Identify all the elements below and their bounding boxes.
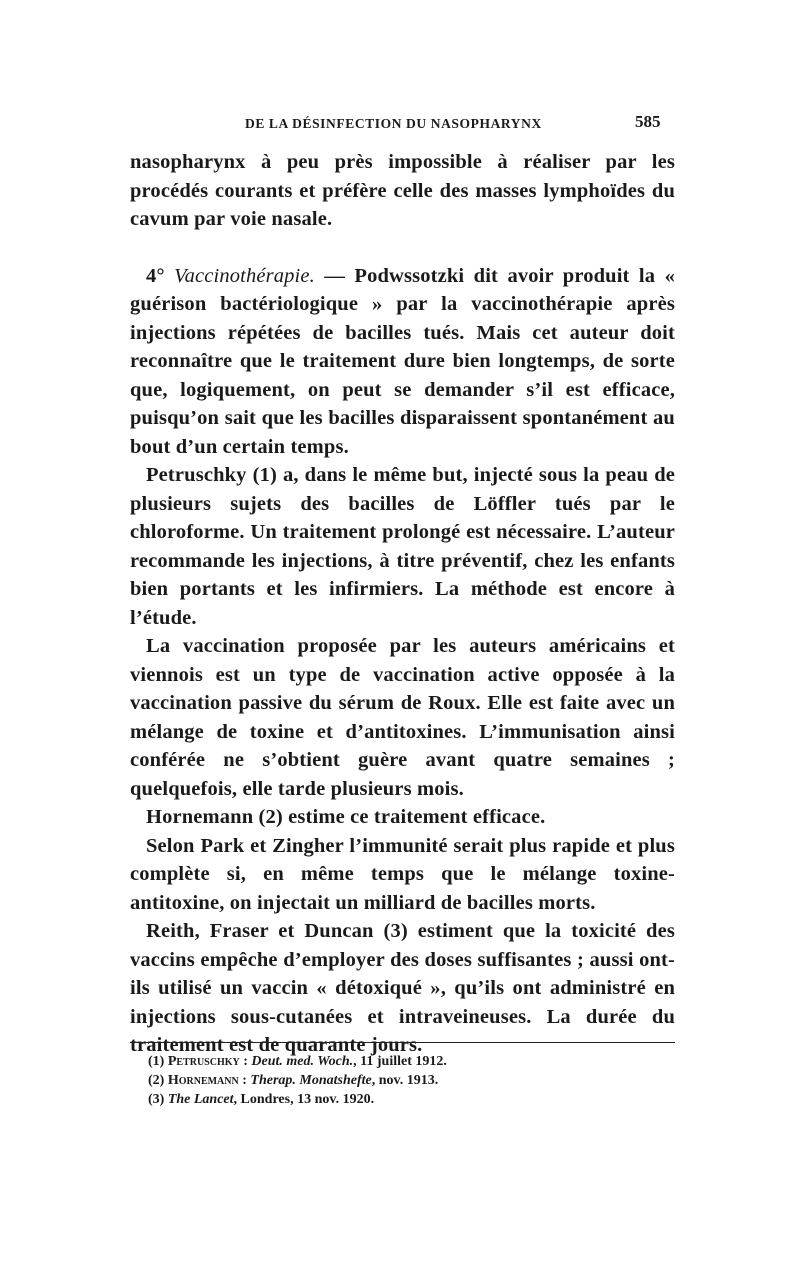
footnote-marker: (1) — [148, 1054, 165, 1069]
paragraph-vaccinotherapie — [130, 262, 675, 462]
paragraph-petruschky: Petruschky (1) a, dans le même but, injecté sous la peau de plusieurs sujets des bacilles de Löffler tués par le chloroforme. Un traitement prolongé est nécessaire. L’auteur recommande les injections, à titre préventif, chez les enfants bien portants et les infirmiers. La méthode est encore à l’étude. — [130, 464, 675, 629]
paragraph-vaccination: La vaccination proposée par les auteurs américains et viennois est un type de vaccination active opposée à la vaccination passive du sérum de Roux. Elle est faite avec un mélange de toxine et d’antitoxines. L’immunisation ainsi conférée ne s’obtient guère avant quatre semaines ; quelquefois, elle tarde plusieurs mois. — [130, 635, 675, 800]
footnote-details: , nov. 1913. — [371, 1073, 439, 1088]
paragraph-reith: Reith, Fraser et Duncan (3) estiment que la toxicité des vaccins empêche d’employer des doses suffisantes ; aussi ont-ils utilisé un vaccin « détoxiqué », qu’ils ont administré en injections sous-cutanées et intraveineuses. La durée du traitement est de quarante jours. — [130, 920, 675, 1056]
footnote-marker: (2) — [148, 1073, 165, 1088]
footnote-marker: (3) — [148, 1092, 165, 1107]
footnote-details: , Londres, 13 nov. 1920. — [233, 1092, 375, 1107]
footnote-item — [148, 1071, 668, 1090]
paragraph-hornemann: Hornemann (2) estime ce traitement efficace. — [146, 806, 546, 828]
footnote-source: The Lancet — [167, 1092, 234, 1107]
paragraph-park-zingher: Selon Park et Zingher l’immunité serait plus rapide et plus complète si, en même temps que le mélange toxine-antitoxine, on injectait un milliard de bacilles morts. — [130, 834, 675, 914]
section-heading: Vaccinothérapie. — [174, 264, 315, 287]
footnote-author: Hornemann — [167, 1073, 239, 1088]
paragraph-text: — Podwssotzki dit avoir produit la « guérison bactériologique » par la vaccinothérapie après injections répétées de bacilles tués. Mais cet auteur doit reconnaître que le traitement dure bien longtemps, de sorte que, logiquement, on peut se demander s’il est efficace, puisqu’on sait que les bacilles disparaissent spontanément au bout d’un certain temps. — [130, 264, 675, 458]
footnote-separator: : — [239, 1054, 252, 1069]
body-text — [130, 148, 675, 1060]
footnotes — [148, 1052, 668, 1109]
footnote-details: , 11 juillet 1912. — [353, 1054, 447, 1069]
paragraph-continuation: nasopharynx à peu près impossible à réaliser par les procédés courants et préfère celle des masses lymphoïdes du cavum par voie nasale. — [130, 151, 675, 230]
footnote-source: Deut. med. Woch. — [251, 1054, 354, 1069]
footnote-separator: : — [238, 1073, 251, 1088]
footnote-item — [148, 1052, 668, 1071]
footnote-item — [148, 1090, 668, 1109]
footnote-source: Therap. Monatshefte — [250, 1073, 372, 1088]
running-title: DE LA DÉSINFECTION DU NASOPHARYNX — [245, 116, 542, 131]
footnote-divider — [130, 1042, 675, 1043]
section-number: 4° — [146, 264, 165, 287]
footnote-author: Petruschky — [167, 1054, 240, 1069]
page-number: 585 — [635, 112, 661, 131]
